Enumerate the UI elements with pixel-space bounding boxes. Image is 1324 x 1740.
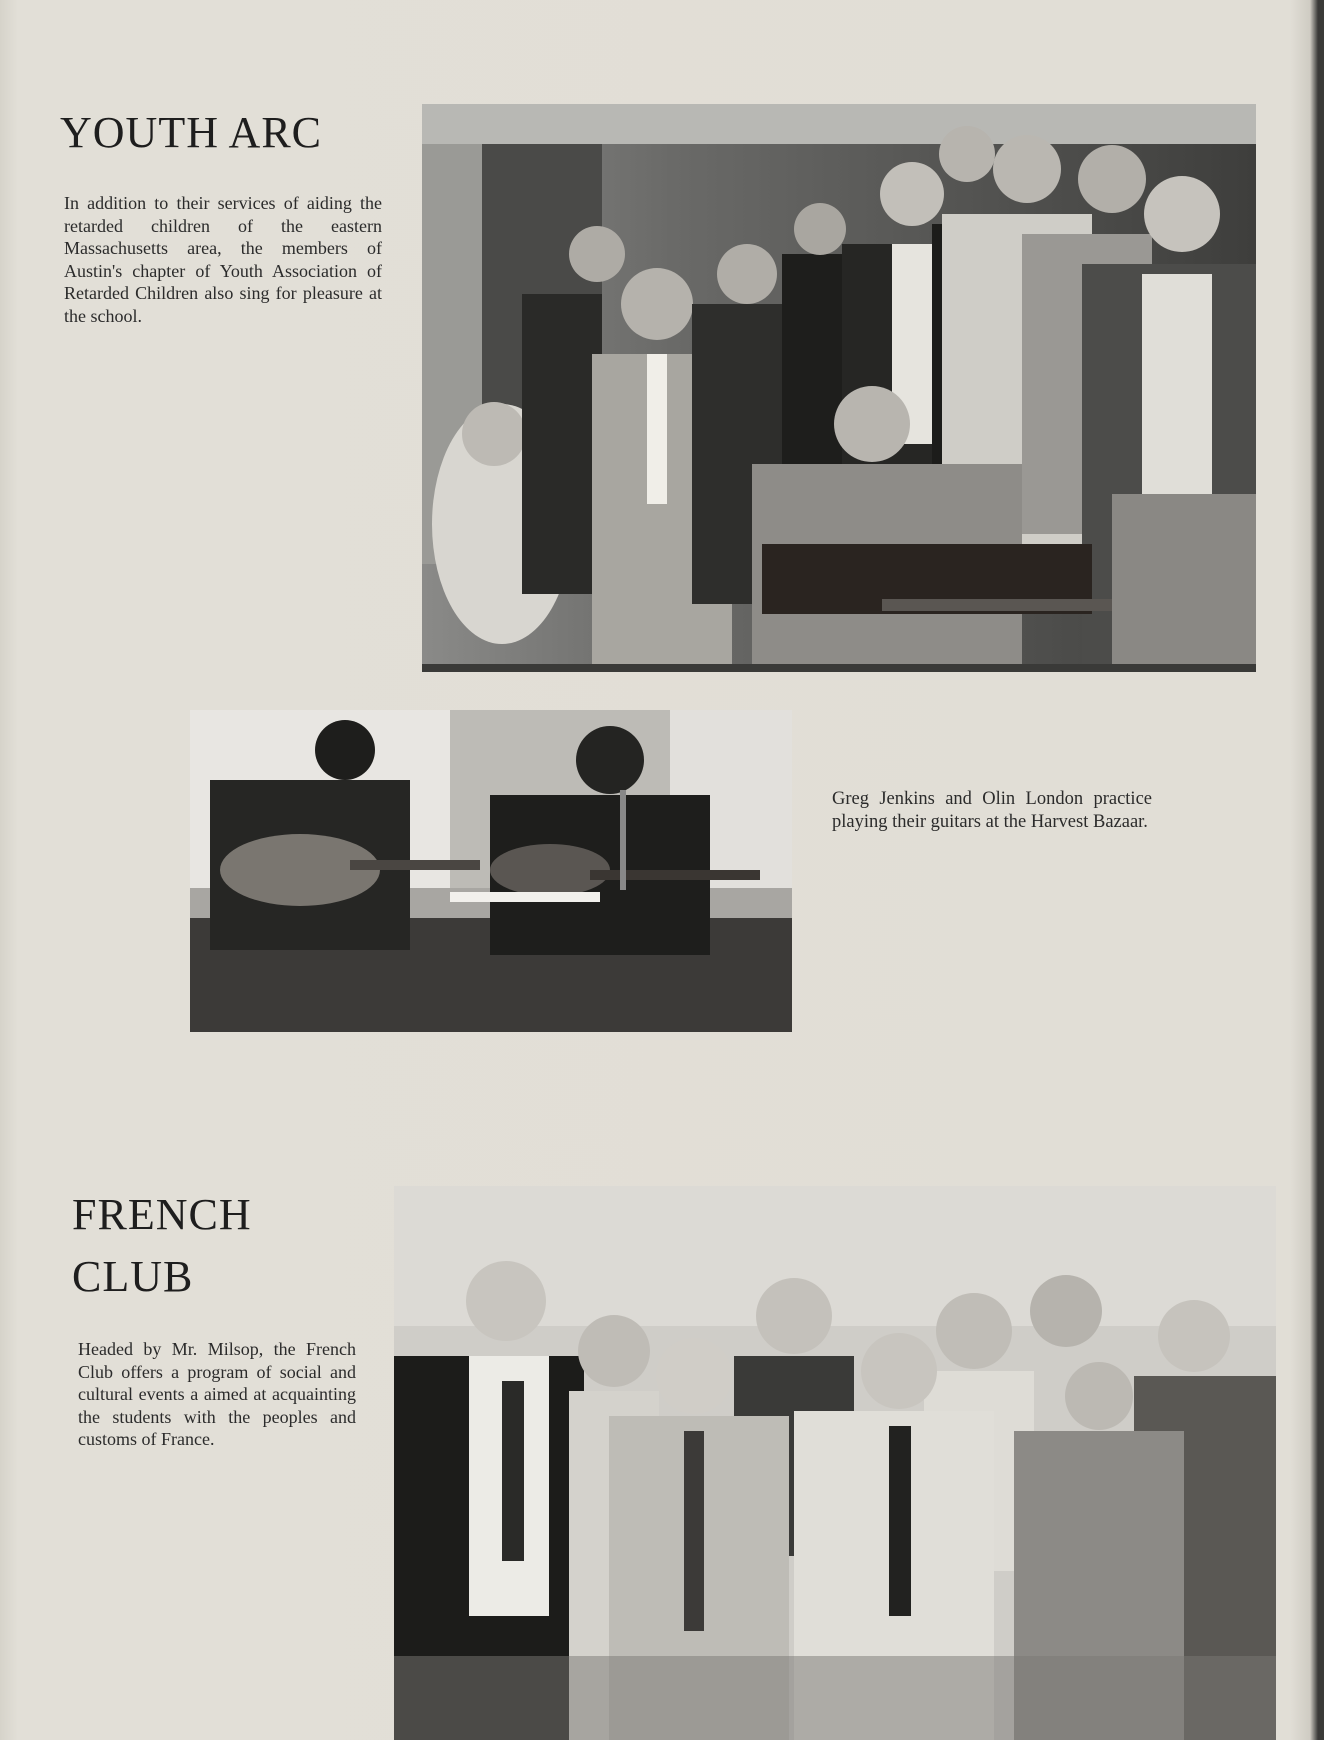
guitar-players-photo: [190, 710, 792, 1032]
youth-arc-heading: YOUTH ARC: [60, 108, 323, 157]
youth-arc-description: In addition to their services of aiding the retarded children of the eastern Massachusetts area, the members of Austin's chapter of Youth Association of Retarded Children also sing for pleasure at the school.: [64, 193, 382, 326]
french-club-group-photo: [394, 1186, 1276, 1740]
french-club-heading-line1: FRENCH: [72, 1190, 252, 1239]
french-club-heading-line2: CLUB: [72, 1252, 194, 1301]
guitar-photo-caption: Greg Jenkins and Olin London practice playing their guitars at the Harvest Bazaar.: [832, 789, 1152, 832]
youth-arc-group-photo: [422, 104, 1256, 672]
french-club-description: Headed by Mr. Milsop, the French Club offers a program of social and cultural events a aimed at acquainting the students with the peoples and customs of France.: [78, 1339, 356, 1449]
